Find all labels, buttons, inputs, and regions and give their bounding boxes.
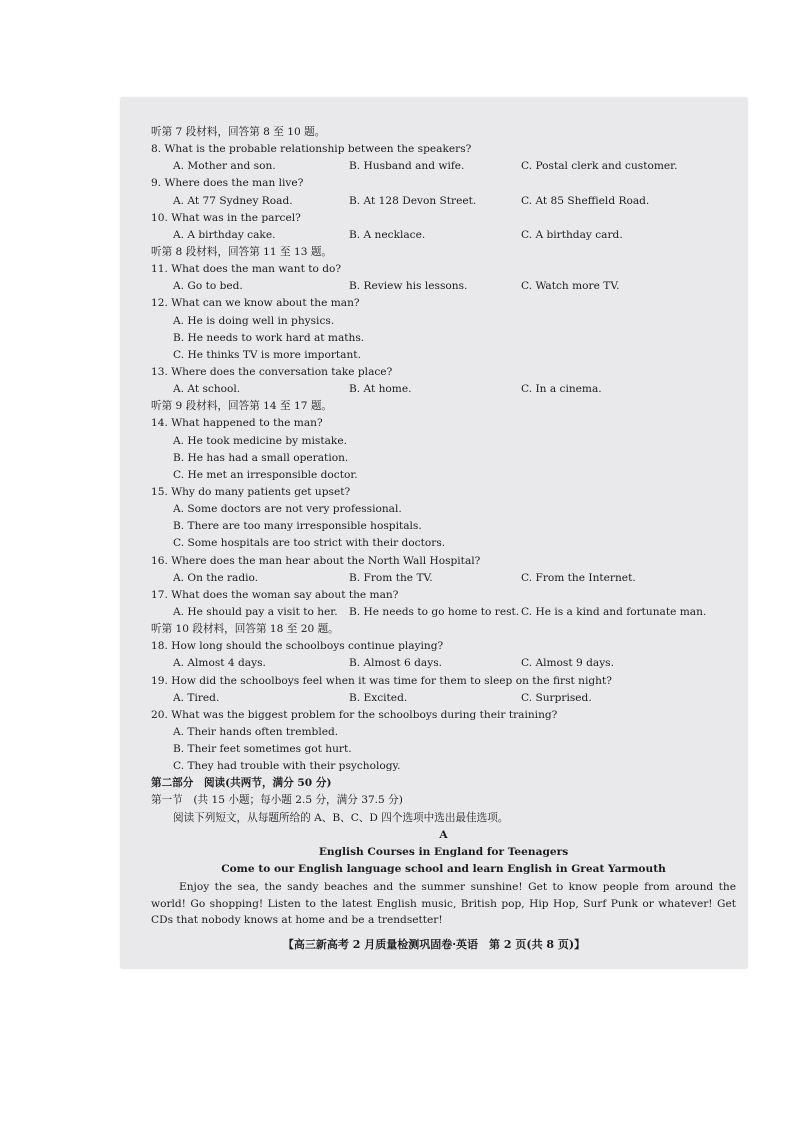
option-a: A. Their hands often trembled. <box>173 725 339 738</box>
options-row <box>151 193 736 210</box>
options-row <box>151 570 736 587</box>
question-8: 8. What is the probable relationship between the speakers? <box>151 143 472 156</box>
option-c: C. Surprised. <box>521 691 592 704</box>
option-c: C. He is a kind and fortunate man. <box>521 605 707 618</box>
question-18: 18. How long should the schoolboys continue playing? <box>151 640 444 653</box>
question-10: 10. What was in the parcel? <box>151 211 301 224</box>
section1-heading: 第一节 (共 15 小题；每小题 2.5 分，满分 37.5 分) <box>151 794 403 807</box>
option-c: C. He thinks TV is more important. <box>173 348 361 361</box>
passage-body: Enjoy the sea, the sandy beaches and the summer sunshine! Get to know people from around the world! Go shopping! Listen to the latest English music, British pop, Hip Hop, Surf Punk or whatever! Get CDs that nobody knows at home and be a trendsetter! <box>151 881 736 927</box>
option-a: A. Almost 4 days. <box>173 657 266 670</box>
option-b: B. A necklace. <box>349 228 426 241</box>
option-c: C. Watch more TV. <box>521 280 620 293</box>
option-b: B. Almost 6 days. <box>349 657 443 670</box>
option-a: A. At school. <box>173 383 241 396</box>
reading-instruction: 阅读下列短文，从每题所给的 A、B、C、D 四个选项中选出最佳选项。 <box>173 811 509 824</box>
question-20: 20. What was the biggest problem for the schoolboys during their training? <box>151 708 558 721</box>
option-b: B. From the TV. <box>349 571 433 584</box>
passage-title: English Courses in England for Teenagers <box>318 845 569 858</box>
option-b: B. He needs to go home to rest. <box>349 605 520 618</box>
options-row <box>151 158 736 175</box>
passage-letter: A <box>439 828 448 841</box>
page-content <box>151 124 736 929</box>
options-row <box>151 655 736 672</box>
option-b: B. He needs to work hard at maths. <box>173 331 365 344</box>
question-9: 9. Where does the man live? <box>151 177 304 190</box>
option-b: B. Husband and wife. <box>349 160 465 173</box>
question-17: 17. What does the woman say about the man? <box>151 588 399 601</box>
option-c: C. A birthday card. <box>521 228 623 241</box>
part2-heading: 第二部分 阅读(共两节，满分 50 分) <box>151 777 332 790</box>
question-16: 16. Where does the man hear about the North Wall Hospital? <box>151 554 481 567</box>
option-a: A. Mother and son. <box>173 160 276 173</box>
option-c: C. From the Internet. <box>521 571 636 584</box>
options-row <box>151 227 736 244</box>
option-a: A. Go to bed. <box>173 280 243 293</box>
option-c: C. In a cinema. <box>521 383 602 396</box>
option-a: A. He is doing well in physics. <box>173 314 335 327</box>
options-row <box>151 381 736 398</box>
section-intro-8: 听第 8 段材料，回答第 11 至 13 题。 <box>151 245 333 258</box>
page-footer: 【高三新高考 2 月质量检测巩固卷·英语 第 2 页(共 8 页)】 <box>282 938 586 951</box>
question-13: 13. Where does the conversation take place? <box>151 365 393 378</box>
question-14: 14. What happened to the man? <box>151 417 323 430</box>
option-b: B. Excited. <box>349 691 408 704</box>
option-b: B. At 128 Devon Street. <box>349 194 477 207</box>
option-b: B. There are too many irresponsible hospitals. <box>173 520 422 533</box>
option-a: A. Some doctors are not very professional. <box>173 503 402 516</box>
options-row <box>151 690 736 707</box>
option-c: C. He met an irresponsible doctor. <box>173 468 358 481</box>
section-intro-10: 听第 10 段材料，回答第 18 至 20 题。 <box>151 623 339 636</box>
option-b: B. Their feet sometimes got hurt. <box>173 743 352 756</box>
option-a: A. On the radio. <box>173 571 259 584</box>
option-b: B. At home. <box>349 383 412 396</box>
option-b: B. Review his lessons. <box>349 280 468 293</box>
option-a: A. A birthday cake. <box>173 228 276 241</box>
question-12: 12. What can we know about the man? <box>151 297 360 310</box>
option-a: A. He took medicine by mistake. <box>173 434 347 447</box>
option-c: C. At 85 Sheffield Road. <box>521 194 650 207</box>
option-b: B. He has had a small operation. <box>173 451 349 464</box>
option-a: A. He should pay a visit to her. <box>173 605 338 618</box>
option-a: A. At 77 Sydney Road. <box>173 194 293 207</box>
option-c: C. They had trouble with their psychology. <box>173 760 401 773</box>
option-c: C. Some hospitals are too strict with their doctors. <box>173 537 446 550</box>
passage-subtitle: Come to our English language school and learn English in Great Yarmouth <box>221 863 666 876</box>
option-c: C. Almost 9 days. <box>521 657 614 670</box>
section-intro-7: 听第 7 段材料，回答第 8 至 10 题。 <box>151 126 326 138</box>
question-19: 19. How did the schoolboys feel when it was time for them to sleep on the first night? <box>151 674 612 687</box>
options-row <box>151 604 736 621</box>
question-15: 15. Why do many patients get upset? <box>151 485 351 498</box>
question-11: 11. What does the man want to do? <box>151 263 342 276</box>
option-a: A. Tired. <box>173 691 220 704</box>
options-row <box>151 278 736 295</box>
exam-page <box>121 98 747 968</box>
section-intro-9: 听第 9 段材料，回答第 14 至 17 题。 <box>151 400 333 413</box>
option-c: C. Postal clerk and customer. <box>521 160 678 173</box>
